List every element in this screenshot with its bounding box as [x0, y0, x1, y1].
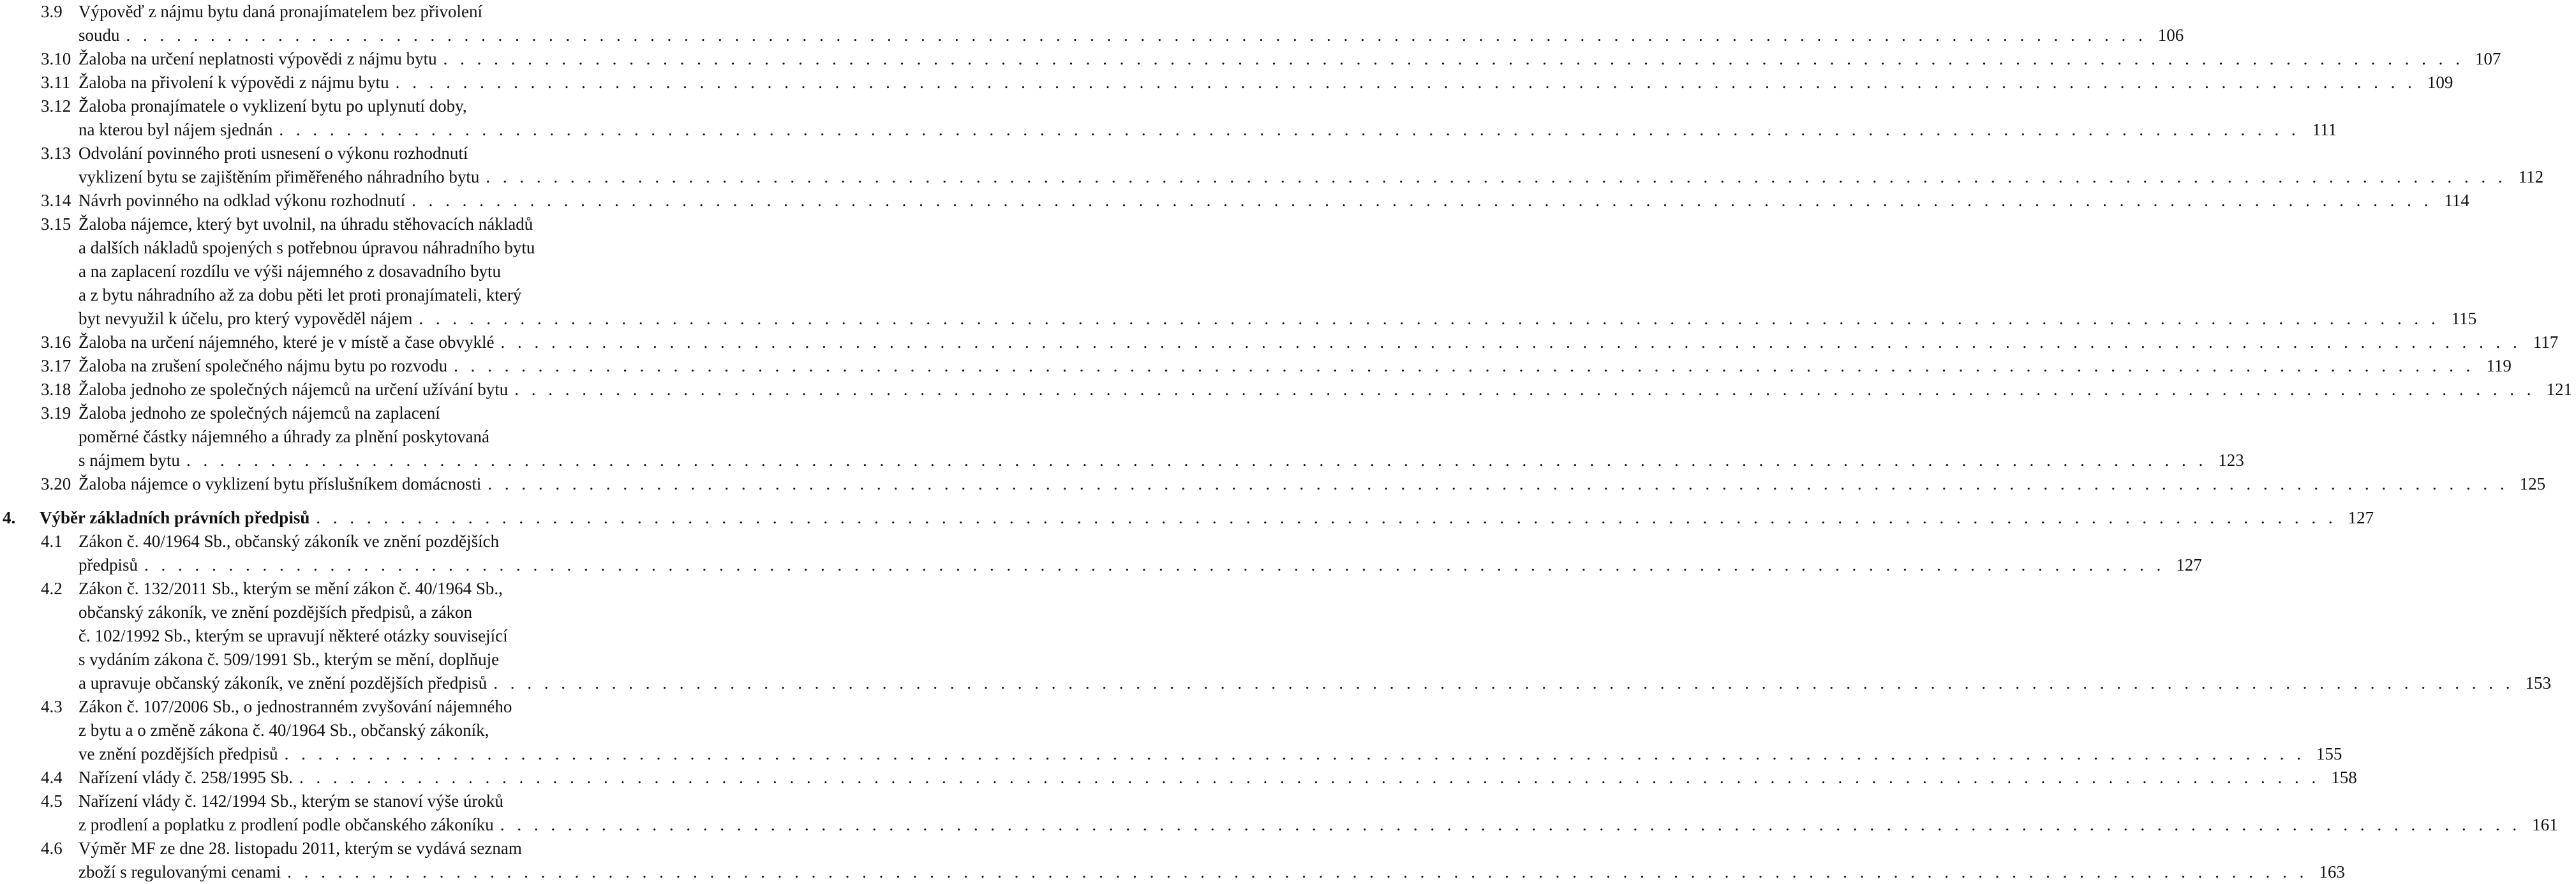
- toc-entry-number: 3.14: [41, 191, 71, 210]
- dot-leader: . . . . . . . . . . . . . . . . . . . . . . . . . . . . . . . . . . . . . . . . . . . . . . . . . . . . . . . . . . . . . . . . . . . . . . . . . . . . . . . . . . . . . . . . . . . . . . . . . . . . . . . . . . . . . . . . . . . . . . . .: [279, 120, 2300, 139]
- toc-entry-number: 3.9: [41, 2, 63, 21]
- toc-entry: [0, 695, 2342, 766]
- toc-entry-last-line: [78, 331, 2559, 354]
- toc-entry: [0, 472, 2546, 496]
- toc-entry-last-line: [40, 506, 2374, 530]
- dot-leader: . . . . . . . . . . . . . . . . . . . . . . . . . . . . . . . . . . . . . . . . . . . . . . . . . . . . . . . . . . . . . . . . . . . . . . . . . . . . . . . . . . . . . . . . . . . . . . . . . . . . . . . . . . . . . . . . . . . . . . . .: [488, 474, 2509, 493]
- dot-leader: . . . . . . . . . . . . . . . . . . . . . . . . . . . . . . . . . . . . . . . . . . . . . . . . . . . . . . . . . . . . . . . . . . . . . . . . . . . . . . . . . . . . . . . . . . . . . . . . . . . . . . . . . . . . . . . . . . . . . . . .: [500, 815, 2521, 834]
- toc-entry: [0, 213, 2477, 331]
- dot-leader: . . . . . . . . . . . . . . . . . . . . . . . . . . . . . . . . . . . . . . . . . . . . . . . . . . . . . . . . . . . . . . . . . . . . . . . . . . . . . . . . . . . . . . . . . . . . . . . . . . . . . . . . . . . . . . . . . . . . . . . .: [443, 49, 2464, 68]
- toc-entry-number: 3.10: [41, 49, 71, 68]
- toc-entry: [0, 401, 2244, 472]
- toc-entry-title-line: Žaloba jednoho ze společných nájemců na zaplacení: [78, 403, 440, 423]
- toc-entry-last-line: [78, 378, 2572, 401]
- toc-entry-number: 3.15: [41, 214, 71, 234]
- toc-entry: [0, 71, 2453, 94]
- toc-entry-last-line: [78, 165, 2544, 189]
- toc-entry-last-line: [78, 766, 2357, 790]
- toc-entry-number: 3.17: [41, 356, 71, 375]
- dot-leader: . . . . . . . . . . . . . . . . . . . . . . . . . . . . . . . . . . . . . . . . . . . . . . . . . . . . . . . . . . . . . . . . . . . . . . . . . . . . . . . . . . . . . . . . . . . . . . . . . . . . . . . . . . . . . . . . . . . . . . . .: [419, 309, 2440, 328]
- toc-entry-title-line: Žaloba na přivolení k výpovědi z nájmu bytu: [78, 73, 389, 92]
- toc-entry-title-line: a z bytu náhradního až za dobu pěti let proti pronajímateli, který: [78, 285, 522, 304]
- toc-entry: [0, 766, 2357, 790]
- toc-entry-title-line: Nařízení vlády č. 142/1994 Sb., kterým se stanoví výše úroků: [78, 791, 503, 811]
- toc-entry-title-line: vyklizení bytu se zajištěním přiměřeného náhradního bytu: [78, 167, 480, 186]
- toc-entry-last-line: [78, 47, 2501, 71]
- toc-entry: [0, 354, 2512, 378]
- toc-entry-number: 3.11: [41, 73, 71, 92]
- dot-leader: . . . . . . . . . . . . . . . . . . . . . . . . . . . . . . . . . . . . . . . . . . . . . . . . . . . . . . . . . . . . . . . . . . . . . . . . . . . . . . . . . . . . . . . . . . . . . . . . . . . . . . . . . . . . . . . . . . . . . . . .: [299, 768, 2320, 787]
- toc-page-number: 112: [2518, 167, 2544, 186]
- toc-entry: [0, 837, 2345, 884]
- toc-entry-number: 3.18: [41, 380, 71, 399]
- dot-leader: . . . . . . . . . . . . . . . . . . . . . . . . . . . . . . . . . . . . . . . . . . . . . . . . . . . . . . . . . . . . . . . . . . . . . . . . . . . . . . . . . . . . . . . . . . . . . . . . . . . . . . . . . . . . . . . . . . . . . . . .: [514, 380, 2535, 399]
- toc-entry-last-line: [78, 71, 2453, 94]
- toc-entry-title-line: Nařízení vlády č. 258/1995 Sb.: [78, 768, 293, 787]
- toc-entry-title-line: Návrh povinného na odklad výkonu rozhodnutí: [78, 191, 406, 210]
- toc-page-number: 119: [2486, 356, 2512, 375]
- dot-leader: . . . . . . . . . . . . . . . . . . . . . . . . . . . . . . . . . . . . . . . . . . . . . . . . . . . . . . . . . . . . . . . . . . . . . . . . . . . . . . . . . . . . . . . . . . . . . . . . . . . . . . . . . . . . . . . . . . . . . . . .: [126, 26, 2147, 45]
- toc-entry-title-line: Odvolání povinného proti usnesení o výkonu rozhodnutí: [78, 144, 468, 163]
- toc-entry: [0, 577, 2552, 695]
- toc-entry: [0, 331, 2559, 354]
- toc-entry-title-line: a upravuje občanský zákoník, ve znění pozdějších předpisů: [78, 673, 488, 693]
- toc-entry-title-line: Výměr MF ze dne 28. listopadu 2011, kterým se vydává seznam: [78, 839, 522, 858]
- toc-page-number: 115: [2451, 309, 2477, 328]
- toc-page-number: 163: [2319, 862, 2345, 881]
- toc-entry-title-line: a dalších nákladů spojených s potřebnou úpravou náhradního bytu: [78, 238, 535, 257]
- toc-page-number: 114: [2444, 191, 2469, 210]
- toc-entry: [0, 47, 2501, 71]
- toc-page-number: 117: [2533, 333, 2559, 352]
- toc-page-number: 127: [2176, 555, 2202, 574]
- toc-entry-last-line: [78, 742, 2342, 766]
- dot-leader: . . . . . . . . . . . . . . . . . . . . . . . . . . . . . . . . . . . . . . . . . . . . . . . . . . . . . . . . . . . . . . . . . . . . . . . . . . . . . . . . . . . . . . . . . . . . . . . . . . . . . . . . . . . . . . . . . . . . . . . .: [454, 356, 2475, 375]
- dot-leader: . . . . . . . . . . . . . . . . . . . . . . . . . . . . . . . . . . . . . . . . . . . . . . . . . . . . . . . . . . . . . . . . . . . . . . . . . . . . . . . . . . . . . . . . . . . . . . . . . . . . . . . . . . . . . . . . . . . . . . . .: [395, 73, 2416, 92]
- toc-page-number: 123: [2218, 451, 2244, 470]
- toc-entry-title-line: z prodlení a poplatku z prodlení podle občanského zákoníku: [78, 815, 494, 834]
- toc-entry-number: 4.6: [41, 839, 63, 858]
- toc-entry-title-line: na kterou byl nájem sjednán: [78, 120, 273, 139]
- toc-entry-title-line: předpisů: [78, 555, 138, 574]
- toc-entry-number: 4.4: [41, 768, 63, 787]
- dot-leader: . . . . . . . . . . . . . . . . . . . . . . . . . . . . . . . . . . . . . . . . . . . . . . . . . . . . . . . . . . . . . . . . . . . . . . . . . . . . . . . . . . . . . . . . . . . . . . . . . . . . . . . . . . . . . . . . . . . . . . . .: [500, 333, 2522, 352]
- dot-leader: . . . . . . . . . . . . . . . . . . . . . . . . . . . . . . . . . . . . . . . . . . . . . . . . . . . . . . . . . . . . . . . . . . . . . . . . . . . . . . . . . . . . . . . . . . . . . . . . . . . . . . . . . . . . . . . . . . . . . . . .: [284, 744, 2305, 763]
- toc-entry-last-line: [78, 354, 2512, 378]
- toc-page-number: 109: [2427, 73, 2453, 92]
- toc-page-number: 161: [2532, 815, 2558, 834]
- toc-entry-last-line: [78, 449, 2244, 472]
- toc-entry-number: 3.13: [41, 144, 71, 163]
- toc-entry-title-line: Žaloba pronajímatele o vyklizení bytu po uplynutí doby,: [78, 96, 467, 116]
- dot-leader: . . . . . . . . . . . . . . . . . . . . . . . . . . . . . . . . . . . . . . . . . . . . . . . . . . . . . . . . . . . . . . . . . . . . . . . . . . . . . . . . . . . . . . . . . . . . . . . . . . . . . . . . . . . . . . . . . . . . . . . .: [486, 167, 2507, 186]
- toc-entry-title-line: byt nevyužil k účelu, pro který vypověděl nájem: [78, 309, 413, 328]
- toc-entry-title-line: Výpověď z nájmu bytu daná pronajímatelem bez přivolení: [78, 2, 483, 21]
- dot-leader: . . . . . . . . . . . . . . . . . . . . . . . . . . . . . . . . . . . . . . . . . . . . . . . . . . . . . . . . . . . . . . . . . . . . . . . . . . . . . . . . . . . . . . . . . . . . . . . . . . . . . . . . . . . . . . . . . . . . . . . .: [493, 673, 2515, 693]
- dot-leader: . . . . . . . . . . . . . . . . . . . . . . . . . . . . . . . . . . . . . . . . . . . . . . . . . . . . . . . . . . . . . . . . . . . . . . . . . . . . . . . . . . . . . . . . . . . . . . . . . . . . . . . . . . . . . . . . . . . . . . . .: [186, 451, 2207, 470]
- toc-entry-number: 3.16: [41, 333, 71, 352]
- toc-entry-last-line: [78, 813, 2558, 837]
- toc-entry-title-line: s nájmem bytu: [78, 451, 180, 470]
- toc-entry: [0, 506, 2374, 530]
- toc-page-number: 107: [2475, 49, 2501, 68]
- toc-entry-title-line: Žaloba na určení nájemného, které je v místě a čase obvyklé: [78, 333, 495, 352]
- toc-entry: [0, 790, 2558, 837]
- toc-entry-title-line: č. 102/1992 Sb., kterým se upravují některé otázky související: [78, 626, 508, 645]
- toc-entry-title-line: zboží s regulovanými cenami: [78, 862, 281, 881]
- toc-entry: [0, 189, 2469, 213]
- toc-entry-title-line: poměrné částky nájemného a úhrady za plnění poskytovaná: [78, 427, 490, 446]
- toc-entry-number: 3.20: [41, 474, 71, 493]
- toc-page-number: 106: [2157, 26, 2184, 45]
- toc-entry-title-line: Žaloba nájemce o vyklizení bytu příslušníkem domácnosti: [78, 474, 482, 493]
- dot-leader: . . . . . . . . . . . . . . . . . . . . . . . . . . . . . . . . . . . . . . . . . . . . . . . . . . . . . . . . . . . . . . . . . . . . . . . . . . . . . . . . . . . . . . . . . . . . . . . . . . . . . . . . . . . . . . . . . . . . . . . .: [412, 191, 2432, 210]
- toc-entry-title-line: občanský zákoník, ve znění pozdějších předpisů, a zákon: [78, 603, 473, 622]
- toc-entry: [0, 530, 2202, 577]
- toc-entry-last-line: [78, 189, 2469, 213]
- toc-entry-number: 4.5: [41, 791, 63, 811]
- toc-entry-title-line: Zákon č. 40/1964 Sb., občanský zákoník ve znění pozdějších: [78, 532, 500, 551]
- toc-page-number: 125: [2519, 474, 2546, 493]
- toc-entry-last-line: [78, 24, 2184, 47]
- toc-entry-title-line: ve znění pozdějších předpisů: [78, 744, 278, 763]
- toc-page-number: 153: [2525, 673, 2552, 693]
- toc-entry-title-line: Zákon č. 132/2011 Sb., kterým se mění zákon č. 40/1964 Sb.,: [78, 579, 503, 598]
- toc-entry-title-line: Zákon č. 107/2006 Sb., o jednostranném zvyšování nájemného: [78, 697, 512, 716]
- toc-page-number: 158: [2331, 768, 2357, 787]
- toc-entry: [0, 378, 2572, 401]
- toc-entry-number: 4.3: [41, 697, 63, 716]
- toc-entry-last-line: [78, 671, 2552, 695]
- toc-entry-number: 4.1: [41, 532, 63, 551]
- toc-entry-title-line: s vydáním zákona č. 509/1991 Sb., kterým se mění, doplňuje: [78, 650, 500, 669]
- dot-leader: . . . . . . . . . . . . . . . . . . . . . . . . . . . . . . . . . . . . . . . . . . . . . . . . . . . . . . . . . . . . . . . . . . . . . . . . . . . . . . . . . . . . . . . . . . . . . . . . . . . . . . . . . . . . . . . . . . . . . . . .: [144, 555, 2165, 574]
- toc-entry-last-line: [78, 307, 2477, 331]
- toc-entry-title-line: z bytu a o změně zákona č. 40/1964 Sb., občanský zákoník,: [78, 721, 489, 740]
- toc-entry-number: 3.19: [41, 403, 71, 423]
- dot-leader: . . . . . . . . . . . . . . . . . . . . . . . . . . . . . . . . . . . . . . . . . . . . . . . . . . . . . . . . . . . . . . . . . . . . . . . . . . . . . . . . . . . . . . . . . . . . . . . . . . . . . . . . . . . . . . . . . . . . . . . .: [316, 508, 2337, 527]
- toc-entry-title-line: a na zaplacení rozdílu ve výši nájemného z dosavadního bytu: [78, 262, 502, 281]
- toc-entry-title-line: soudu: [78, 26, 120, 45]
- toc-entry: [0, 0, 2184, 47]
- toc-entry-number: 4.2: [41, 579, 63, 598]
- toc-entry-title-line: Výběr základních právních předpisů: [40, 508, 310, 527]
- toc-page-number: 127: [2348, 508, 2374, 527]
- toc-entry-title-line: Žaloba na určení neplatnosti výpovědi z nájmu bytu: [78, 49, 437, 68]
- toc-page-number: 121: [2546, 380, 2572, 399]
- toc-entry-title-line: Žaloba nájemce, který byt uvolnil, na úhradu stěhovacích nákladů: [78, 214, 533, 234]
- toc-page-number: 111: [2312, 120, 2337, 139]
- toc-entry-title-line: Žaloba jednoho ze společných nájemců na určení užívání bytu: [78, 380, 509, 399]
- toc-entry: [0, 142, 2544, 189]
- toc-entry-number: 3.12: [41, 96, 71, 116]
- dot-leader: . . . . . . . . . . . . . . . . . . . . . . . . . . . . . . . . . . . . . . . . . . . . . . . . . . . . . . . . . . . . . . . . . . . . . . . . . . . . . . . . . . . . . . . . . . . . . . . . . . . . . . . . . . . . . . . . . . . . . . . .: [287, 862, 2308, 881]
- toc-entry-last-line: [78, 472, 2546, 496]
- toc-entry-last-line: [78, 553, 2202, 577]
- toc-entry-number: 4.: [3, 508, 16, 527]
- toc-page-number: 155: [2316, 744, 2342, 763]
- toc-entry-last-line: [78, 860, 2345, 884]
- toc-entry-title-line: Žaloba na zrušení společného nájmu bytu po rozvodu: [78, 356, 448, 375]
- toc-entry: [0, 94, 2337, 142]
- toc-entry-last-line: [78, 118, 2337, 142]
